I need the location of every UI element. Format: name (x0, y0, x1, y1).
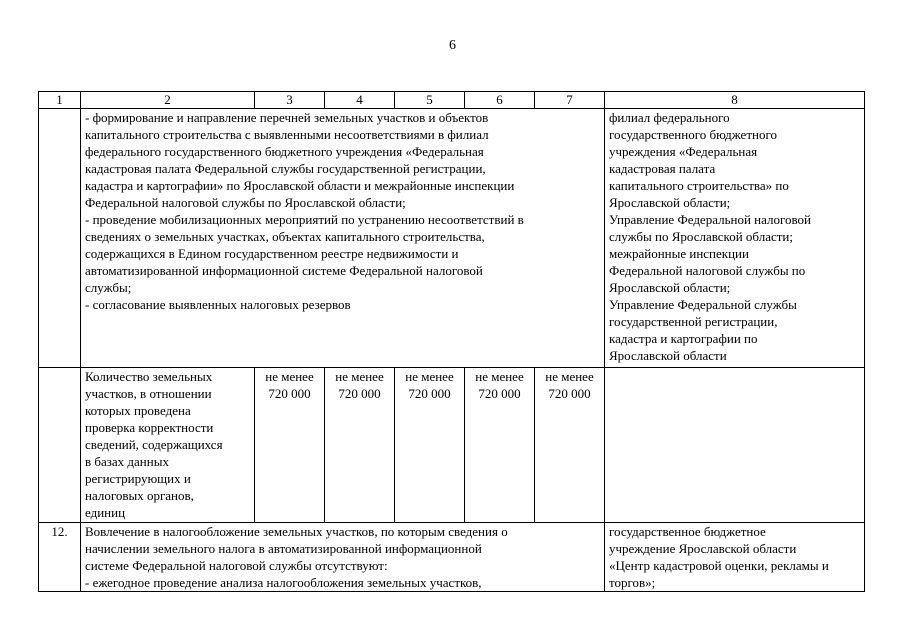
column-number: 1 (39, 92, 81, 109)
column-number: 8 (605, 92, 865, 109)
table-row (39, 109, 865, 368)
indicator-value-cell: не менее 720 000 (465, 368, 535, 523)
program-table (38, 91, 865, 592)
indicator-value-cell: не менее 720 000 (535, 368, 605, 523)
indicator-cell: Количество земельных участков, в отношении которых проведена проверка корректности сведений, содержащихся в базах данных регистрирующих и налоговых органов, единиц (81, 368, 255, 523)
indicator-value-cell: не менее 720 000 (325, 368, 395, 523)
indicator-value-cell: не менее 720 000 (395, 368, 465, 523)
activity-cell: Вовлечение в налогообложение земельных участков, по которым сведения о начислении земельного налога в автоматизированной информационной системе Федеральной налоговой службы отсутствуют: - ежегодное проведение анализа налогообложения земельных участков, (81, 523, 605, 592)
row-number-cell (39, 368, 81, 523)
column-number: 5 (395, 92, 465, 109)
page-number: 6 (449, 38, 456, 53)
column-number: 7 (535, 92, 605, 109)
indicator-value-cell: не менее 720 000 (255, 368, 325, 523)
executor-cell: государственное бюджетное учреждение Ярославской области «Центр кадастровой оценки, рекламы и торгов»; (605, 523, 865, 592)
column-number: 6 (465, 92, 535, 109)
column-number-row (39, 92, 865, 109)
executor-cell (605, 368, 865, 523)
executor-cell: филиал федерального государственного бюджетного учреждения «Федеральная кадастровая палата капитального строительства» по Ярославской области; Управление Федеральной налоговой службы по Ярославской области; межрайонные инспекции Федеральной налоговой службы по Ярославской области; Управление Федеральной службы государственной регистрации, кадастра и картографии по Ярославской области (605, 109, 865, 368)
activity-cell: - формирование и направление перечней земельных участков и объектов капитального строительства с выявленными несоответствиями в филиал федерального государственного бюджетного учреждения «Федеральная кадастровая палата Федеральной службы государственной регистрации, кадастра и картографии» по Ярославской области и межрайонные инспекции Федеральной налоговой службы по Ярославской области; - проведение мобилизационных мероприятий по устранению несоответствий в сведениях о земельных участках, объектах капитального строительства, содержащихся в Едином государственном реестре недвижимости и автоматизированной информационной системе Федеральной налоговой службы; - согласование выявленных налоговых резервов (81, 109, 605, 368)
row-number-cell (39, 109, 81, 368)
row-number-cell: 12. (39, 523, 81, 592)
table-row (39, 368, 865, 523)
table-row (39, 523, 865, 592)
column-number: 3 (255, 92, 325, 109)
column-number: 2 (81, 92, 255, 109)
column-number: 4 (325, 92, 395, 109)
